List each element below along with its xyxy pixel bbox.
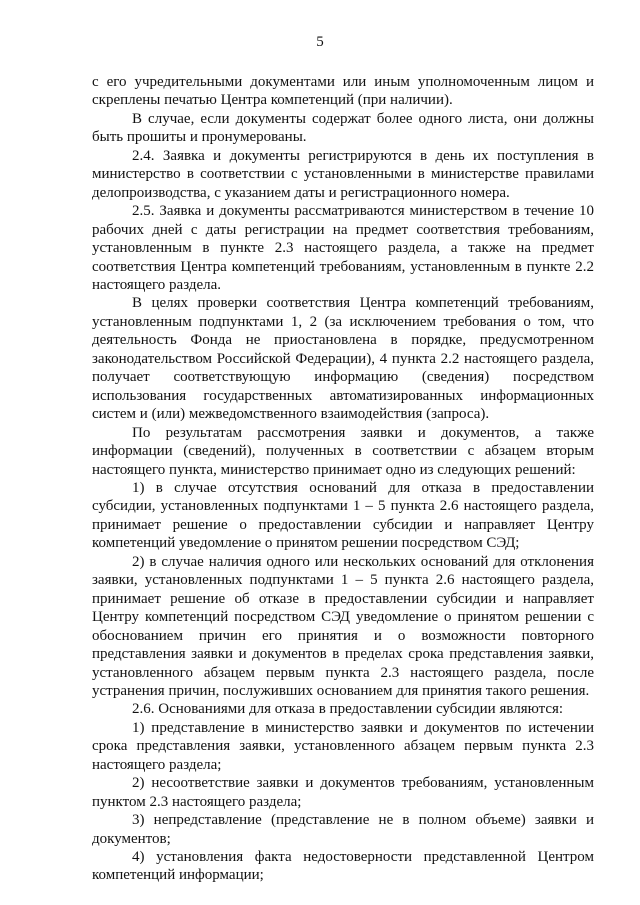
- paragraph: По результатам рассмотрения заявки и документов, а также информации (сведений), полученных в соответствии с абзацем вторым настоящего пункта, министерство принимает одно из следующих решений:: [92, 424, 594, 478]
- paragraph: 2.5. Заявка и документы рассматриваются министерством в течение 10 рабочих дней с даты регистрации на предмет соответствия требованиям, установленным в пункте 2.3 настоящего раздела, а также на предмет соответствия Центра компетенций требованиям, установленным в пункте 2.2 настоящего раздела.: [92, 203, 594, 293]
- paragraph: В целях проверки соответствия Центра компетенций требованиям, установленным подпунктами 1, 2 (за исключением требования о том, что деятельность Фонда не приостановлена в порядке, предусмотренном законодательством Российской Федерации), 4 пункта 2.2 настоящего раздела, получает соответствующую информацию (сведения) посредством использования государственных автоматизированных информационных систем и (или) межведомственного взаимодействия (запроса).: [92, 295, 594, 423]
- paragraph: 3) непредставление (представление не в полном объеме) заявки и документов;: [92, 812, 594, 847]
- paragraph: 1) представление в министерство заявки и документов по истечении срока представления заявки, установленного абзацем первым пункта 2.3 настоящего раздела;: [92, 719, 594, 773]
- paragraph: 2) в случае наличия одного или нескольких оснований для отклонения заявки, установленных подпунктами 1 – 5 пункта 2.6 настоящего раздела, принимает решение об отказе в предоставлении субсидии и направляет Центру компетенций посредством СЭД уведомление о принятом решении с обоснованием причин его принятия и о возможности повторного представления заявки и документов в пределах срока представления заявки, установленного абзацем первым пункта 2.3 настоящего раздела, после устранения причин, послуживших основанием для принятия такого решения.: [92, 553, 594, 699]
- paragraph: 4) установления факта недостоверности представленной Центром компетенций информации;: [92, 849, 594, 884]
- paragraph: 1) в случае отсутствия оснований для отказа в предоставлении субсидии, установленных подпунктами 1 – 5 пункта 2.6 настоящего раздела, принимает решение о предоставлении субсидии и направляет Центру компетенций уведомление о принятом решении посредством СЭД;: [92, 479, 594, 552]
- page-number: 5: [316, 34, 324, 50]
- paragraph: 2) несоответствие заявки и документов требованиям, установленным пунктом 2.3 настоящего раздела;: [92, 775, 594, 810]
- paragraph: 2.6. Основаниями для отказа в предоставлении субсидии являются:: [132, 701, 564, 718]
- paragraph: 2.4. Заявка и документы регистрируются в день их поступления в министерство в соответствии с установленными в министерстве правилами делопроизводства, с указанием даты и регистрационного номера.: [92, 147, 594, 201]
- paragraph: с его учредительными документами или иным уполномоченным лицом и скреплены печатью Центра компетенций (при наличии).: [92, 74, 594, 109]
- document-body: [92, 73, 594, 885]
- paragraph: В случае, если документы содержат более одного листа, они должны быть прошиты и пронумерованы.: [92, 110, 594, 146]
